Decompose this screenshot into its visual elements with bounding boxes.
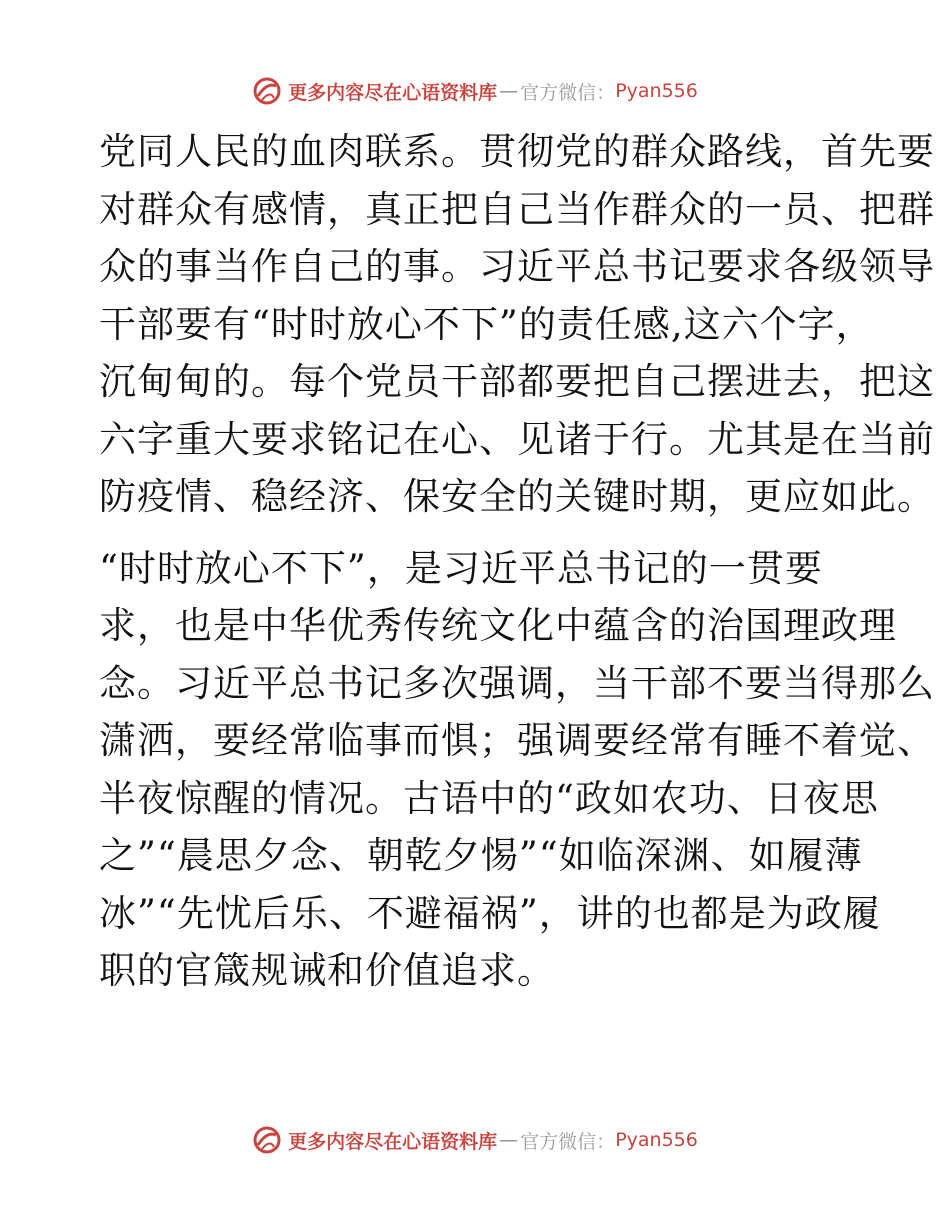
text-line: 防疫情、稳经济、保安全的关键时期，更应如此。 bbox=[99, 475, 935, 518]
banner-contact-label: 官方微信： bbox=[520, 81, 616, 104]
paragraph-2 bbox=[99, 540, 935, 1000]
banner-contact-id: Pyan556 bbox=[615, 80, 698, 102]
text-line: 六字重大要求铭记在心、见诸于行。尤其是在当前 bbox=[99, 417, 935, 461]
red-swirl-logo-icon bbox=[252, 76, 282, 106]
banner-separator: — bbox=[499, 80, 519, 102]
text-line: 党同人民的血肉联系。贯彻党的群众路线，首先要 bbox=[99, 130, 935, 173]
banner-separator: — bbox=[499, 1129, 519, 1151]
text-line: 对群众有感情，真正把自己当作群众的一员、把群 bbox=[99, 187, 935, 231]
banner-site-text: 更多内容尽在心语资料库 bbox=[288, 1130, 498, 1153]
text-line: 之”“晨思夕念、朝乾夕惕”“如临深渊、如履薄 bbox=[99, 834, 863, 877]
red-swirl-logo-icon bbox=[252, 1125, 282, 1155]
text-line: “时时放心不下”，是习近平总书记的一贯要 bbox=[99, 546, 823, 590]
text-line: 潇洒，要经常临事而惧；强调要经常有睡不着觉、 bbox=[99, 719, 935, 762]
banner-site-text: 更多内容尽在心语资料库 bbox=[288, 81, 498, 104]
text-line: 干部要有“时时放心不下”的责任感,这六个字， bbox=[99, 302, 874, 346]
banner-text bbox=[288, 1127, 698, 1154]
text-line: 沉甸甸的。每个党员干部都要把自己摆进去，把这 bbox=[99, 360, 935, 403]
text-line: 半夜惊醒的情况。古语中的“政如农功、日夜思 bbox=[99, 776, 879, 820]
banner-contact-id: Pyan556 bbox=[615, 1129, 698, 1151]
header-banner bbox=[0, 71, 950, 111]
document-body bbox=[99, 123, 935, 1000]
text-line: 念。习近平总书记多次强调，当干部不要当得那么 bbox=[99, 661, 935, 705]
banner-text bbox=[288, 78, 698, 105]
text-line: 冰”“先忧后乐、不避福祸”，讲的也都是为政履 bbox=[99, 891, 881, 935]
text-line: 职的官箴规诫和价值追求。 bbox=[99, 949, 555, 992]
banner-contact-label: 官方微信： bbox=[520, 1130, 616, 1153]
paragraph-1 bbox=[99, 123, 935, 526]
footer-banner bbox=[0, 1120, 950, 1160]
text-line: 众的事当作自己的事。习近平总书记要求各级领导 bbox=[99, 245, 935, 288]
text-line: 求，也是中华优秀传统文化中蕴含的治国理政理 bbox=[99, 604, 897, 647]
